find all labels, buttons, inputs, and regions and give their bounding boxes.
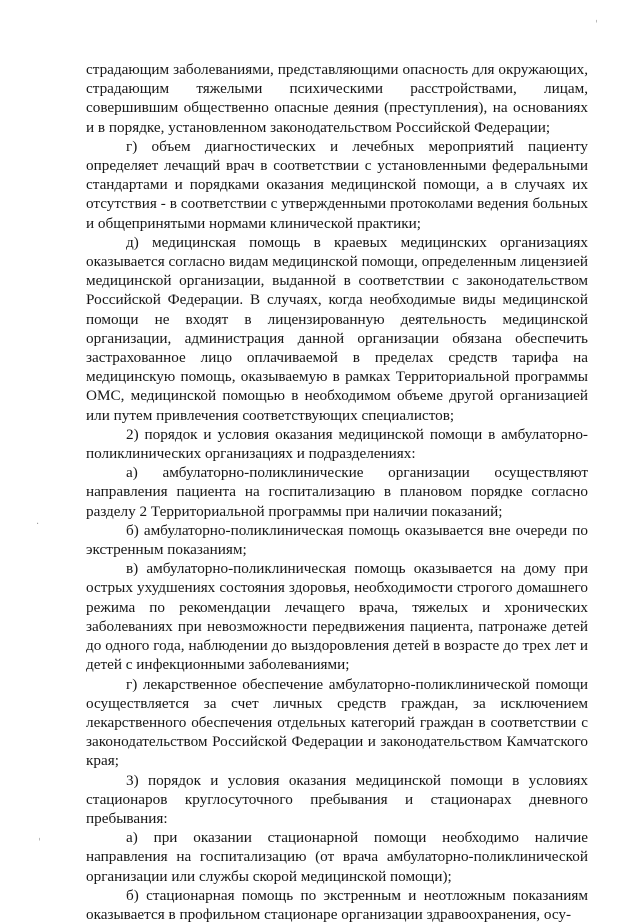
- paragraph-item-d-regional: д) медицинская помощь в краевых медицинских организациях оказывается согласно видам медицинской помощи, определенным лицензией медицинской организации, выданной в соответствии с законодательством Российской Федерации. В случаях, когда необходимые виды медицинской помощи не входят в лицензированную деятельность медицинской организации, администрация данной организации обязана обеспечить застрахованное лицо оплачиваемой в пределах средств тарифа на медицинскую помощь, оказываемую в рамках Территориальной программы ОМС, медицинской помощью в необходимом объеме другой организацией или путем привлечения соответствующих специалистов;: [86, 233, 588, 424]
- paragraph-item-b-inpatient: б) стационарная помощь по экстренным и неотложным показаниям оказывается в профильном стационаре организации здравоохранения, осу-: [86, 886, 588, 923]
- scan-margin-mark: ·: [36, 519, 40, 530]
- paragraph-continuation: страдающим заболеваниями, представляющими опасность для окружающих, страдающим тяжелыми психическими расстройствами, лицам, совершившим общественно опасные деяния (преступления), на основаниях и в порядке, установленном законодательством Российской Федерации;: [86, 61, 588, 136]
- paragraph-item-g-medication: г) лекарственное обеспечение амбулаторно-поликлинической помощи осуществляется за счет личных средств граждан, за исключением лекарственного обеспечения отдельных категорий граждан в соответствии с законодательством Российской Федерации и законодательством Камчатского края;: [86, 675, 588, 770]
- paragraph-item-a-hospital-referral: а) при оказании стационарной помощи необходимо наличие направления на госпитализацию (от врача амбулаторно-поликлинической организации или службы скорой медицинской помощи);: [86, 829, 588, 885]
- paragraph-item-v-home-care: в) амбулаторно-поликлиническая помощь оказывается на дому при острых ухудшениях состояния здоровья, необходимости строгого домашнего режима по рекомендации лечащего врача, тяжелых и хронических заболеваниях при невозможности передвижения пациента, патронаже детей до одного года, наблюдении до выздоровления детей в возрасте до трех лет и детей с инфекционными заболеваниями;: [86, 560, 588, 674]
- paragraph-section-3-heading: 3) порядок и условия оказания медицинской помощи в условиях стационаров круглосуточного пребывания и стационарах дневного пребывания:: [86, 771, 588, 827]
- scan-margin-mark: ˌ: [595, 13, 598, 24]
- paragraph-item-a-referral: а) амбулаторно-поликлинические организации осуществляют направления пациента на госпитализацию в плановом порядке согласно разделу 2 Территориальной программы при наличии показаний;: [86, 464, 588, 520]
- paragraph-item-b-emergency: б) амбулаторно-поликлиническая помощь оказывается вне очереди по экстренным показаниям;: [86, 521, 588, 559]
- scan-margin-mark: ˌ: [38, 831, 41, 842]
- document-body: [86, 60, 588, 924]
- paragraph-item-g-scope: г) объем диагностических и лечебных мероприятий пациенту определяет лечащий врач в соответствии с установленными федеральными стандартами и порядками оказания медицинской помощи, а в случаях их отсутствия - в соответствии с утвержденными протоколами ведения больных и общепринятыми нормами клинической практики;: [86, 137, 588, 232]
- paragraph-section-2-heading: 2) порядок и условия оказания медицинской помощи в амбулаторно-поликлинических организациях и подразделениях:: [86, 425, 588, 463]
